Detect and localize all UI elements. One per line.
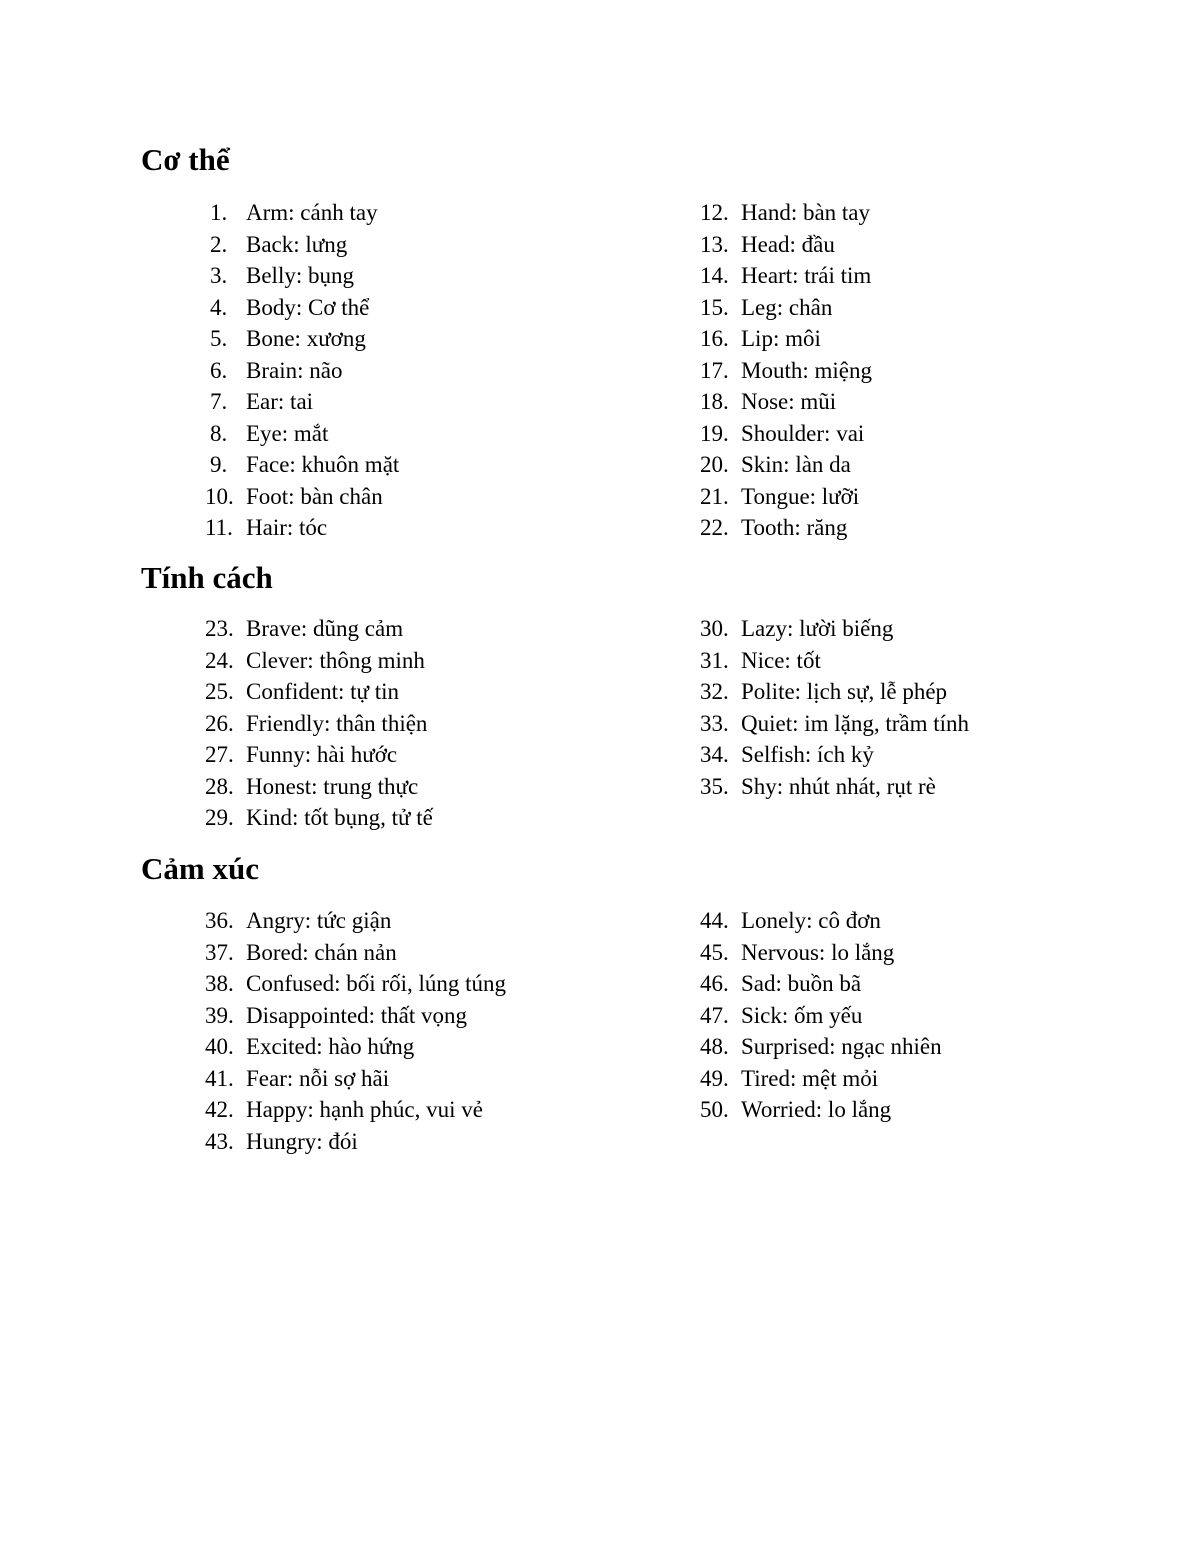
item-text: Happy: hạnh phúc, vui vẻ xyxy=(246,1097,483,1122)
list-item xyxy=(205,739,645,771)
item-number: 48. xyxy=(700,1034,729,1059)
item-text: Friendly: thân thiện xyxy=(246,710,428,736)
item-text: Back: lưng xyxy=(246,231,348,257)
list-item xyxy=(205,512,645,544)
item-number: 13. xyxy=(700,231,729,257)
list-item xyxy=(205,1031,645,1063)
list-item xyxy=(700,1094,1140,1126)
item-number: 47. xyxy=(700,1002,729,1028)
item-text: Nice: tốt xyxy=(741,647,821,673)
item-number: 7. xyxy=(210,389,228,414)
item-number: 12. xyxy=(700,200,729,225)
item-text: Shy: nhút nhát, rụt rè xyxy=(741,773,936,799)
item-number: 4. xyxy=(210,294,228,320)
item-text: Disappointed: thất vọng xyxy=(246,1002,468,1028)
list-item xyxy=(700,708,1140,740)
item-number: 39. xyxy=(205,1002,234,1028)
item-number: 36. xyxy=(205,908,234,933)
list-item xyxy=(205,937,645,969)
section-title-personality: Tính cách xyxy=(141,560,273,595)
list-item xyxy=(205,1063,645,1095)
item-text: Confident: tự tin xyxy=(246,679,400,704)
list-item xyxy=(205,708,645,740)
item-text: Clever: thông minh xyxy=(246,647,425,673)
item-text: Eye: mắt xyxy=(246,420,329,446)
list-item xyxy=(700,197,1140,229)
item-text: Excited: hào hứng xyxy=(246,1034,415,1059)
list-item xyxy=(700,1000,1140,1032)
personality-list-left xyxy=(205,613,645,834)
list-item xyxy=(700,260,1140,292)
list-item xyxy=(700,418,1140,450)
item-number: 32. xyxy=(700,679,729,704)
item-number: 35. xyxy=(700,773,729,799)
list-item xyxy=(700,905,1140,937)
body-list-right xyxy=(700,197,1140,544)
item-number: 3. xyxy=(210,263,228,288)
list-item xyxy=(205,1126,645,1158)
item-number: 34. xyxy=(700,742,729,767)
item-number: 38. xyxy=(205,971,234,996)
item-text: Body: Cơ thể xyxy=(246,294,370,320)
item-text: Lonely: cô đơn xyxy=(741,908,881,933)
item-text: Bored: chán nản xyxy=(246,939,397,965)
item-text: Skin: làn da xyxy=(741,452,851,477)
item-text: Polite: lịch sự, lễ phép xyxy=(741,679,948,704)
item-text: Shoulder: vai xyxy=(741,420,865,446)
item-text: Tired: mệt mỏi xyxy=(741,1065,879,1091)
emotions-list-left xyxy=(205,905,645,1157)
item-number: 41. xyxy=(205,1065,234,1091)
item-text: Brain: não xyxy=(246,357,343,383)
item-number: 45. xyxy=(700,939,729,965)
emotions-list-right xyxy=(700,905,1140,1126)
item-text: Kind: tốt bụng, tử tế xyxy=(246,805,433,830)
item-number: 14. xyxy=(700,263,729,288)
item-number: 16. xyxy=(700,326,729,351)
item-number: 21. xyxy=(700,483,729,509)
item-number: 43. xyxy=(205,1128,234,1154)
item-text: Hand: bàn tay xyxy=(741,200,871,225)
list-item xyxy=(205,802,645,834)
item-text: Hungry: đói xyxy=(246,1128,358,1154)
item-text: Tongue: lưỡi xyxy=(741,483,860,509)
item-text: Sick: ốm yếu xyxy=(741,1002,863,1028)
item-text: Angry: tức giận xyxy=(246,908,392,933)
item-text: Bone: xương xyxy=(246,326,366,351)
item-text: Arm: cánh tay xyxy=(246,200,378,225)
list-item xyxy=(700,292,1140,324)
item-text: Fear: nỗi sợ hãi xyxy=(246,1065,390,1091)
item-text: Surprised: ngạc nhiên xyxy=(741,1034,942,1059)
list-item xyxy=(700,229,1140,261)
list-item xyxy=(205,481,645,513)
item-number: 20. xyxy=(700,452,729,477)
item-number: 24. xyxy=(205,647,234,673)
list-item xyxy=(205,229,645,261)
list-item xyxy=(205,968,645,1000)
item-number: 26. xyxy=(205,710,234,736)
list-item xyxy=(700,1031,1140,1063)
list-item xyxy=(205,386,645,418)
list-item xyxy=(700,449,1140,481)
list-item xyxy=(205,355,645,387)
personality-list-right xyxy=(700,613,1140,802)
item-text: Worried: lo lắng xyxy=(741,1097,892,1122)
list-item xyxy=(205,645,645,677)
list-item xyxy=(700,771,1140,803)
item-number: 19. xyxy=(700,420,729,446)
item-text: Quiet: im lặng, trầm tính xyxy=(741,710,970,736)
list-item xyxy=(700,323,1140,355)
item-text: Heart: trái tim xyxy=(741,263,872,288)
item-text: Selfish: ích kỷ xyxy=(741,742,874,767)
item-number: 46. xyxy=(700,971,729,996)
item-text: Foot: bàn chân xyxy=(246,483,383,509)
item-text: Belly: bụng xyxy=(246,263,354,288)
list-item xyxy=(700,645,1140,677)
item-text: Mouth: miệng xyxy=(741,357,872,383)
list-item xyxy=(700,481,1140,513)
item-text: Lip: môi xyxy=(741,326,821,351)
list-item xyxy=(700,968,1140,1000)
item-number: 10. xyxy=(205,483,234,509)
list-item xyxy=(700,386,1140,418)
item-text: Head: đầu xyxy=(741,231,835,257)
list-item xyxy=(205,613,645,645)
item-number: 18. xyxy=(700,389,729,414)
list-item xyxy=(205,323,645,355)
list-item xyxy=(205,1000,645,1032)
list-item xyxy=(205,418,645,450)
item-text: Hair: tóc xyxy=(246,515,328,540)
item-number: 49. xyxy=(700,1065,729,1091)
item-text: Nervous: lo lắng xyxy=(741,939,895,965)
item-number: 11. xyxy=(205,515,233,540)
item-number: 9. xyxy=(210,452,228,477)
item-text: Leg: chân xyxy=(741,294,833,320)
item-number: 17. xyxy=(700,357,729,383)
item-text: Confused: bối rối, lúng túng xyxy=(246,971,507,996)
item-number: 5. xyxy=(210,326,228,351)
item-text: Brave: dũng cảm xyxy=(246,616,404,641)
item-text: Honest: trung thực xyxy=(246,773,419,799)
list-item xyxy=(205,1094,645,1126)
list-item xyxy=(700,512,1140,544)
list-item xyxy=(205,449,645,481)
item-number: 25. xyxy=(205,679,234,704)
item-number: 1. xyxy=(210,200,228,225)
list-item xyxy=(700,355,1140,387)
list-item xyxy=(700,676,1140,708)
item-number: 50. xyxy=(700,1097,729,1122)
item-text: Nose: mũi xyxy=(741,389,837,414)
item-number: 30. xyxy=(700,616,729,641)
item-text: Tooth: răng xyxy=(741,515,848,540)
item-number: 31. xyxy=(700,647,729,673)
item-number: 40. xyxy=(205,1034,234,1059)
item-text: Lazy: lười biếng xyxy=(741,616,894,641)
list-item xyxy=(700,937,1140,969)
list-item xyxy=(205,260,645,292)
item-number: 42. xyxy=(205,1097,234,1122)
body-list-left xyxy=(205,197,645,544)
item-number: 22. xyxy=(700,515,729,540)
list-item xyxy=(205,771,645,803)
list-item xyxy=(700,613,1140,645)
list-item xyxy=(205,676,645,708)
item-text: Face: khuôn mặt xyxy=(246,452,400,477)
item-number: 27. xyxy=(205,742,234,767)
item-number: 23. xyxy=(205,616,234,641)
list-item xyxy=(700,739,1140,771)
item-number: 28. xyxy=(205,773,234,799)
item-number: 44. xyxy=(700,908,729,933)
item-number: 8. xyxy=(210,420,228,446)
list-item xyxy=(205,197,645,229)
list-item xyxy=(700,1063,1140,1095)
item-number: 6. xyxy=(210,357,228,383)
item-number: 15. xyxy=(700,294,729,320)
section-title-body: Cơ thể xyxy=(141,142,230,177)
item-number: 29. xyxy=(205,805,234,830)
item-number: 2. xyxy=(210,231,228,257)
item-number: 33. xyxy=(700,710,729,736)
item-text: Ear: tai xyxy=(246,389,314,414)
list-item xyxy=(205,292,645,324)
section-title-emotions: Cảm xúc xyxy=(141,851,259,886)
item-number: 37. xyxy=(205,939,234,965)
list-item xyxy=(205,905,645,937)
item-text: Sad: buồn bã xyxy=(741,971,862,996)
item-text: Funny: hài hước xyxy=(246,742,398,767)
